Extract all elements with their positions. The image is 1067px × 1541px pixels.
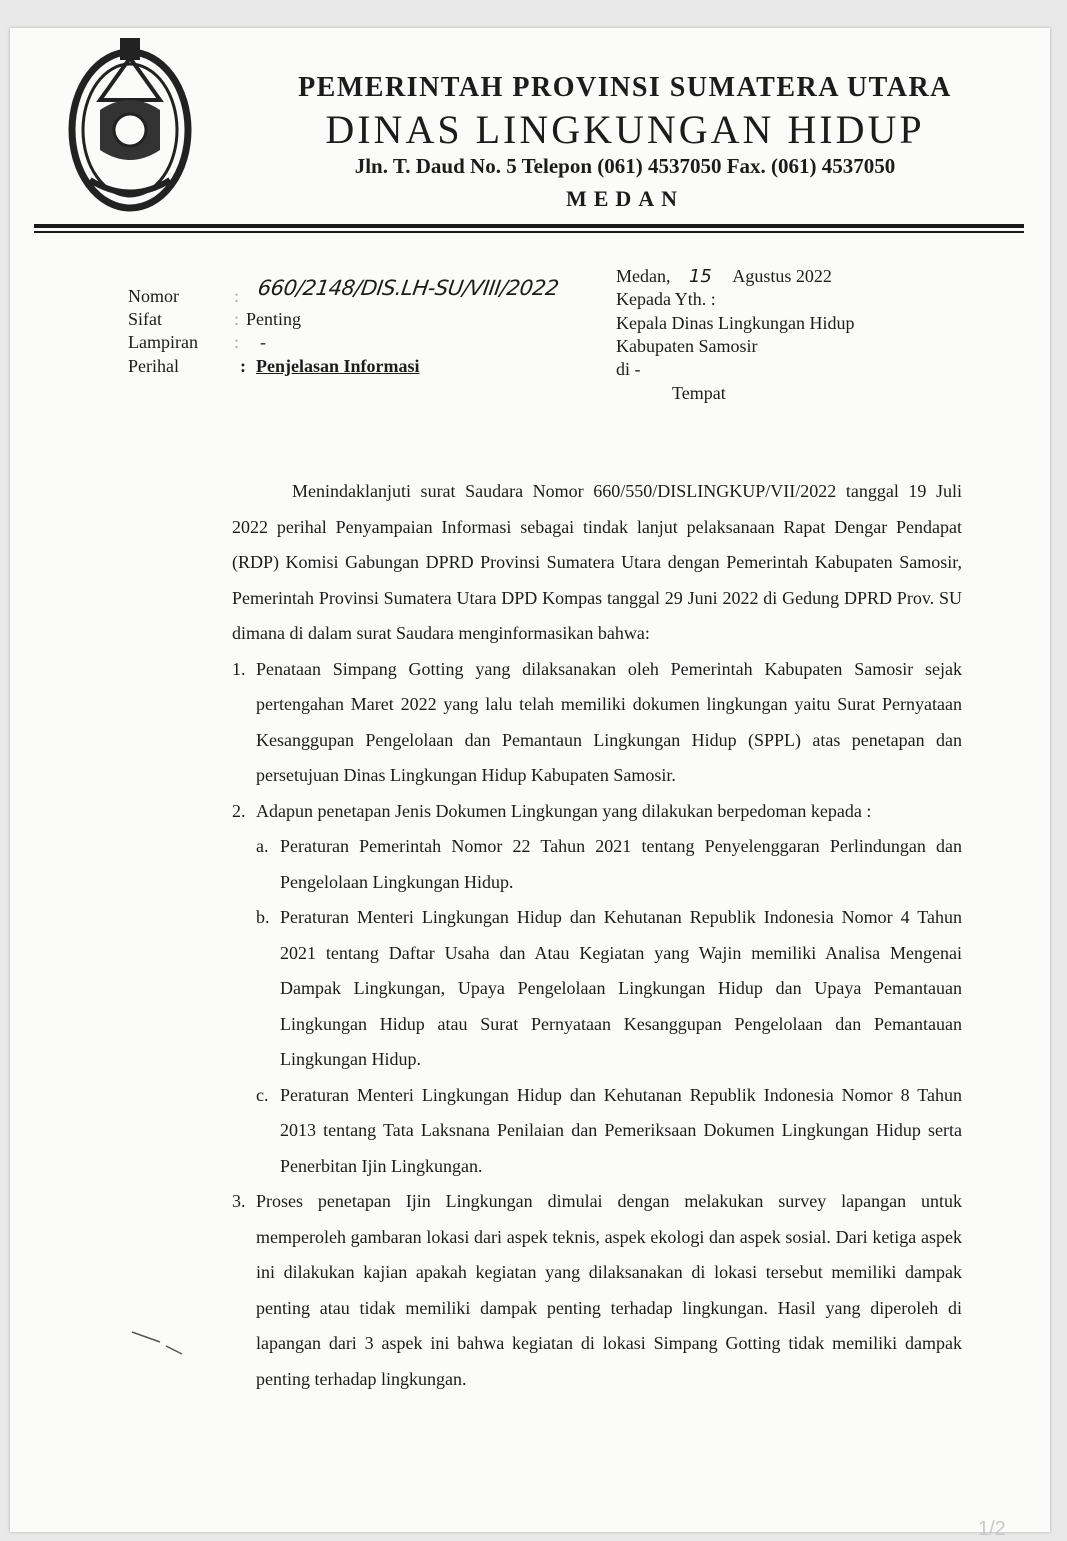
- letter-page: [10, 28, 1050, 1540]
- nomor-label: Nomor: [128, 286, 179, 306]
- sifat-value: Penting: [246, 309, 302, 329]
- sub-list-letter: a.: [256, 836, 269, 856]
- date-place: Medan,: [616, 266, 671, 286]
- sub-list-text: Peraturan Pemerintah Nomor 22 Tahun 2021 tentang Penyelenggaran Perlindungan dan Pengelolaan Lingkungan Hidup.: [280, 836, 962, 892]
- sub-list-item: [256, 900, 962, 1078]
- sifat-colon: :: [234, 309, 240, 329]
- date-month-year: Agustus 2022: [732, 266, 832, 286]
- list-item-text: Proses penetapan Ijin Lingkungan dimulai dengan melakukan survey lapangan untuk memperoleh gambaran lokasi dari aspek teknis, aspek ekologi dan aspek sosial. Dari ketiga aspek ini dilakukan kajian apakah kegiatan yang dilaksanakan di lokasi tersebut memiliki dampak penting atau tidak memiliki dampak penting terhadap lingkungan. Hasil yang diperoleh di lapangan dari 3 aspek ini bahwa kegiatan di lokasi Simpang Gotting tidak memiliki dampak penting terhadap lingkungan.: [256, 1191, 962, 1389]
- sub-list-text: Peraturan Menteri Lingkungan Hidup dan Kehutanan Republik Indonesia Nomor 4 Tahun 2021 tentang Daftar Usaha dan Atau Kegiatan yang Wajin memiliki Analisa Mengenai Dampak Lingkungan, Upaya Pengelolaan Lingkungan Hidup dan Upaya Pemantauan Lingkungan Hidup atau Surat Pernyataan Kesanggupan Pengelolaan dan Pemantauan Lingkungan Hidup.: [280, 907, 962, 1069]
- recipient-di: di -: [616, 359, 641, 379]
- letter-body: [232, 474, 962, 1397]
- sub-list-text: Peraturan Menteri Lingkungan Hidup dan Kehutanan Republik Indonesia Nomor 8 Tahun 2013 tentang Tata Laksnana Penilaian dan Pemeriksaan Dokumen Lingkungan Hidup serta Penerbitan Ijin Lingkungan.: [280, 1084, 962, 1176]
- letterhead-agency: DINAS LINGKUNGAN HIDUP: [325, 107, 925, 152]
- list-item-number: 3.: [232, 1191, 246, 1211]
- pen-mark-icon: [130, 1328, 200, 1358]
- recipient-to-label: Kepada Yth. :: [616, 289, 716, 309]
- date-day: 15: [688, 266, 712, 287]
- sub-list-item: [256, 1078, 962, 1185]
- page-number: 1/2: [978, 1518, 1006, 1540]
- lampiran-label: Lampiran: [128, 332, 198, 352]
- sub-list-letter: c.: [256, 1084, 269, 1105]
- recipient-tempat: Tempat: [672, 383, 726, 403]
- recipient-line-1: Kepala Dinas Lingkungan Hidup: [616, 313, 855, 333]
- sub-list-item: [256, 829, 962, 900]
- list-item-number: 2.: [232, 800, 246, 821]
- sub-list-letter: b.: [256, 907, 270, 927]
- list-item: [232, 794, 962, 830]
- list-item-number: 1.: [232, 658, 246, 679]
- letterhead-government: PEMERINTAH PROVINSI SUMATERA UTARA: [298, 72, 952, 103]
- list-item: [232, 1184, 962, 1397]
- perihal-colon: :: [240, 356, 246, 376]
- perihal-value: Penjelasan Informasi: [256, 356, 420, 376]
- letterhead-address: Jln. T. Daud No. 5 Telepon (061) 4537050 Fax. (061) 4537050: [354, 154, 896, 178]
- list-item-text: Penataan Simpang Gotting yang dilaksanakan oleh Pemerintah Kabupaten Samosir sejak pertengahan Maret 2022 yang lalu telah memiliki dokumen lingkungan yaitu Surat Pernyataan Kesanggupan Pengelolaan dan Pemantaun Lingkungan Hidup (SPPL) atas penetapan dan persetujuan Dinas Lingkungan Hidup Kabupaten Samosir.: [256, 658, 962, 785]
- letterhead-city: MEDAN: [565, 186, 685, 211]
- letterhead-divider-thin: [34, 231, 1024, 233]
- list-item-text: Adapun penetapan Jenis Dokumen Lingkungan yang dilakukan berpedoman kepada :: [256, 800, 872, 821]
- numbered-list: [232, 652, 962, 1398]
- recipient-line-2: Kabupaten Samosir: [616, 336, 758, 356]
- nomor-value: 660/2148/DIS.LH-SU/VIII/2022: [256, 276, 561, 300]
- nomor-colon: :: [234, 286, 240, 306]
- letter-date: [616, 266, 832, 287]
- sub-list: [232, 829, 962, 1184]
- lampiran-colon: :: [234, 332, 240, 352]
- lampiran-value: -: [260, 332, 266, 352]
- letterhead-divider-thick: [34, 224, 1024, 228]
- provincial-emblem-icon: [60, 30, 200, 220]
- perihal-label: Perihal: [128, 356, 179, 376]
- list-item: [232, 652, 962, 794]
- sifat-label: Sifat: [128, 309, 162, 329]
- intro-paragraph: Menindaklanjuti surat Saudara Nomor 660/550/DISLINGKUP/VII/2022 tanggal 19 Juli 2022 perihal Penyampaian Informasi sebagai tindak lanjut pelaksanaan Rapat Dengar Pendapat (RDP) Komisi Gabungan DPRD Provinsi Sumatera Utara dengan Pemerintah Kabupaten Samosir, Pemerintah Provinsi Sumatera Utara DPD Kompas tanggal 29 Juni 2022 di Gedung DPRD Prov. SU dimana di dalam surat Saudara menginformasikan bahwa:: [232, 481, 962, 643]
